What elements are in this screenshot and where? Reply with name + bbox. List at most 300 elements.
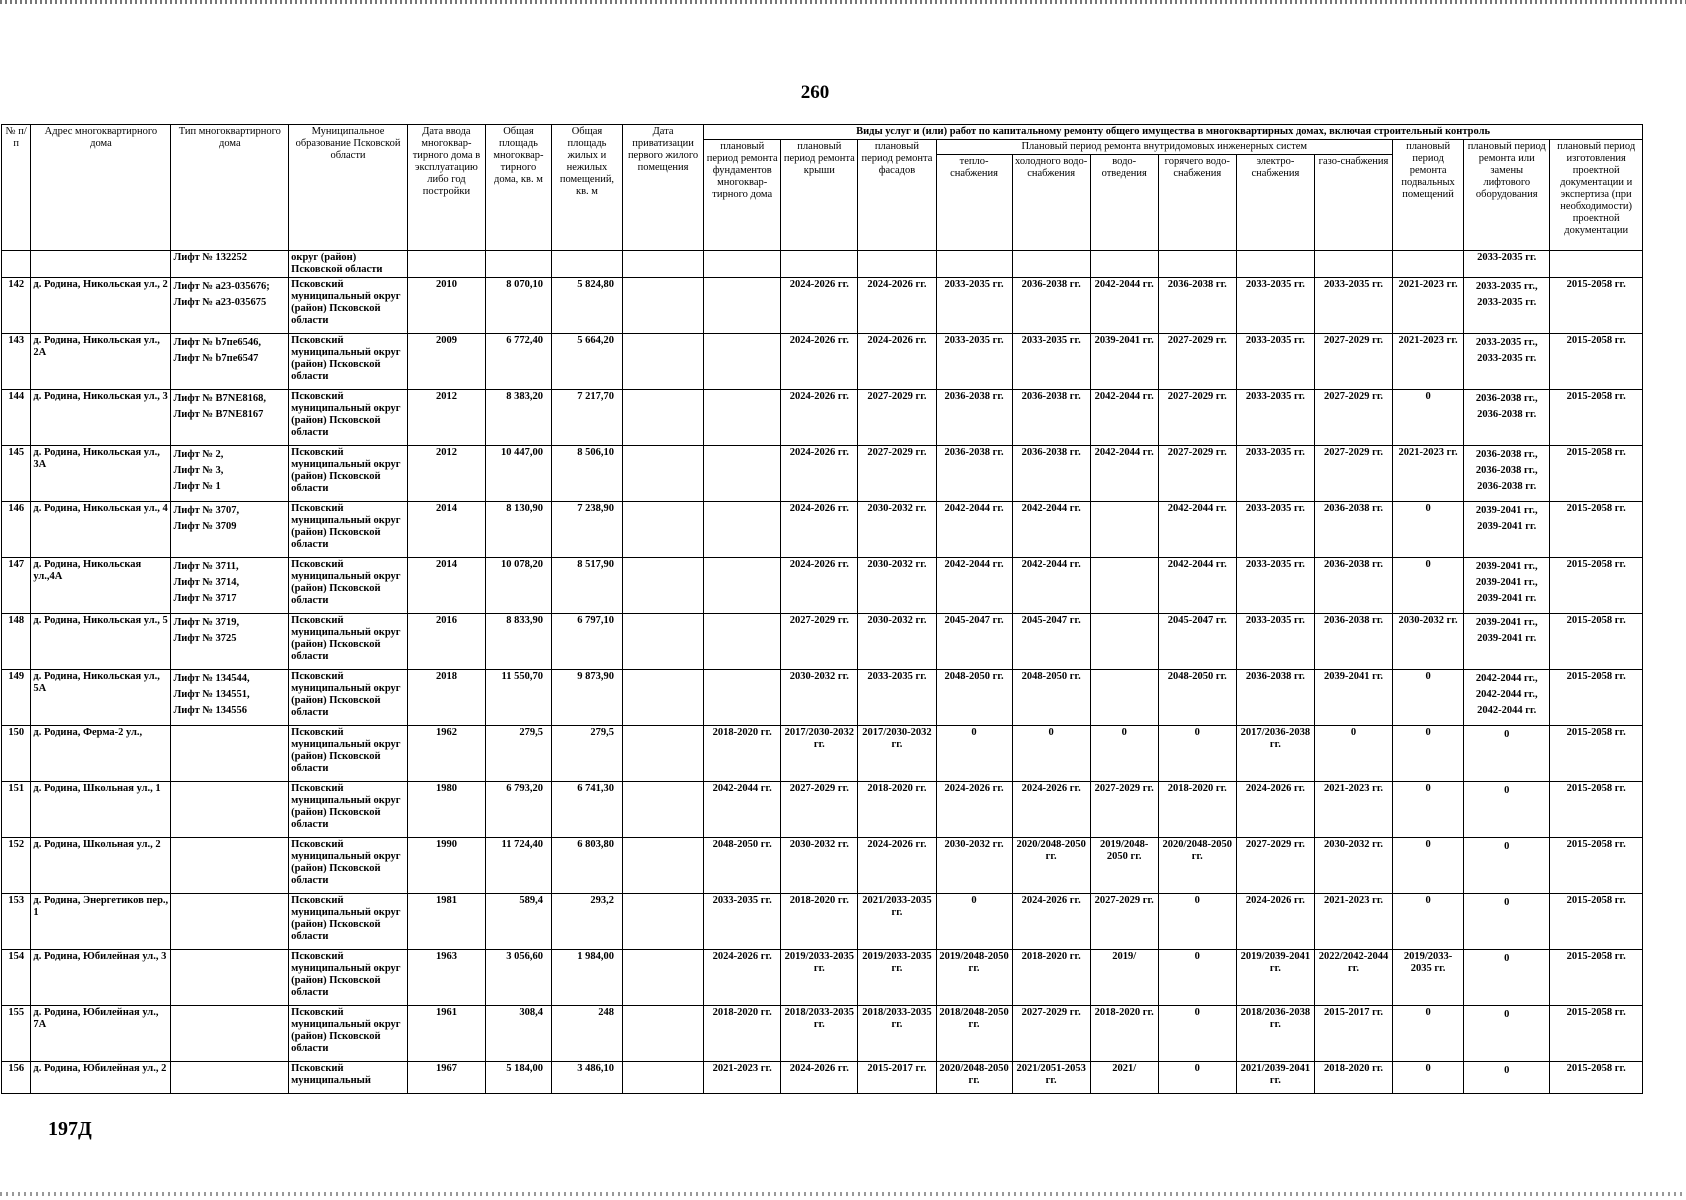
cell-line: Лифт № 3719,: [173, 617, 240, 628]
cell-sewer: 2019/: [1090, 950, 1158, 1006]
cell-roof: 2024-2026 гг.: [781, 334, 858, 390]
cell-roof: 2019/2033-2035 гг.: [781, 950, 858, 1006]
cell-privatization: [622, 558, 703, 614]
cell-num: 154: [2, 950, 31, 1006]
cont-municipality: округ (район) Псковской области: [289, 251, 408, 278]
cell-facade: 2030-2032 гг.: [858, 614, 936, 670]
cell-municipality: Псковский муниципальный округ (район) Псковской области: [289, 838, 408, 894]
cell-foundation: 2018-2020 гг.: [704, 726, 781, 782]
cell-sewer: 2018-2020 гг.: [1090, 1006, 1158, 1062]
cell-design-docs: 2015-2058 гг.: [1550, 1006, 1643, 1062]
cell-hot-water: 2018-2020 гг.: [1158, 782, 1236, 838]
cell-num: 155: [2, 1006, 31, 1062]
cell-basement: 0: [1393, 782, 1464, 838]
cell-line: 2039-2041 гг.,: [1475, 577, 1538, 588]
cell-line: Лифт № b7пе6547: [173, 353, 259, 364]
cell-gas: 2022/2042-2044 гг.: [1314, 950, 1392, 1006]
cell-type: [171, 278, 289, 334]
cell-gas: 2021-2023 гг.: [1314, 894, 1392, 950]
cell-total-area: 11 550,70: [486, 670, 552, 726]
cell-roof: 2030-2032 гг.: [781, 838, 858, 894]
cell-line: 2039-2041 гг.,: [1475, 505, 1538, 516]
cell-privatization: [622, 334, 703, 390]
cell-privatization: [622, 1062, 703, 1094]
table-row: [2, 278, 1643, 334]
cell-line: 2033-2035 гг.: [1477, 353, 1537, 364]
header-living-area: Общая площадь жилых и нежилых помещений, кв. м: [551, 125, 622, 251]
cell-address: д. Родина, Никольская ул., 4: [31, 502, 171, 558]
cell-cold-water: 2042-2044 гг.: [1012, 558, 1090, 614]
cell-hot-water: 2027-2029 гг.: [1158, 334, 1236, 390]
cell-gas: 2027-2029 гг.: [1314, 390, 1392, 446]
cell-privatization: [622, 782, 703, 838]
cell-foundation: [704, 278, 781, 334]
cell-foundation: 2033-2035 гг.: [704, 894, 781, 950]
header-heat: тепло-снабжения: [936, 155, 1012, 251]
cell-basement: 0: [1393, 502, 1464, 558]
cell-address: д. Родина, Юбилейная ул., 7А: [31, 1006, 171, 1062]
cell-facade: 2019/2033-2035 гг.: [858, 950, 936, 1006]
cell-basement: 0: [1393, 1006, 1464, 1062]
cell-living-area: 279,5: [551, 726, 622, 782]
cell-line: 2036-2038 гг.: [1477, 409, 1537, 420]
cell-address: д. Родина, Школьная ул., 2: [31, 838, 171, 894]
cell-total-area: 279,5: [486, 726, 552, 782]
cell-type: [171, 726, 289, 782]
cell-elevator: [1464, 614, 1550, 670]
cell-num: 144: [2, 390, 31, 446]
cell-num: 153: [2, 894, 31, 950]
cell-sewer: 2042-2044 гг.: [1090, 278, 1158, 334]
cell-design-docs: 2015-2058 гг.: [1550, 670, 1643, 726]
cell-heat: 2024-2026 гг.: [936, 782, 1012, 838]
cell-electric: 2017/2036-2038 гг.: [1236, 726, 1314, 782]
cell-foundation: [704, 558, 781, 614]
scan-edge-top: [0, 0, 1686, 4]
cell-num: 143: [2, 334, 31, 390]
cell-line: Лифт № b7пе6546,: [173, 337, 261, 348]
cell-year: 1967: [407, 1062, 485, 1094]
cell-living-area: 248: [551, 1006, 622, 1062]
cell-roof: 2018/2033-2035 гг.: [781, 1006, 858, 1062]
cell-line: 0: [1504, 1065, 1510, 1076]
cell-living-area: 5 664,20: [551, 334, 622, 390]
cell-total-area: 8 383,20: [486, 390, 552, 446]
cell-cold-water: 2036-2038 гг.: [1012, 446, 1090, 502]
cell-line: 2042-2044 гг.,: [1475, 673, 1538, 684]
table-row: [2, 1006, 1643, 1062]
header-cold-water: холодного водо-снабжения: [1012, 155, 1090, 251]
cell-electric: 2033-2035 гг.: [1236, 502, 1314, 558]
cell-hot-water: 2027-2029 гг.: [1158, 446, 1236, 502]
table-row: [2, 670, 1643, 726]
cell-hot-water: 2042-2044 гг.: [1158, 558, 1236, 614]
table-row: [2, 558, 1643, 614]
cell-line: 2039-2041 гг.: [1477, 633, 1537, 644]
cell-electric: 2021/2039-2041 гг.: [1236, 1062, 1314, 1094]
cell-num: 152: [2, 838, 31, 894]
cell-line: 0: [1504, 729, 1510, 740]
cell-year: 2018: [407, 670, 485, 726]
cell-heat: 0: [936, 726, 1012, 782]
table-row: [2, 838, 1643, 894]
cell-line: Лифт № 3,: [173, 465, 224, 476]
cell-hot-water: 0: [1158, 894, 1236, 950]
cell-foundation: [704, 670, 781, 726]
cell-heat: 2033-2035 гг.: [936, 278, 1012, 334]
cell-year: 2016: [407, 614, 485, 670]
cell-year: 1981: [407, 894, 485, 950]
header-design-docs: плановый период изготовления проектной документации и экспертиза (при необходимости) проектной документации: [1550, 140, 1643, 251]
cell-line: Лифт № 3725: [173, 633, 237, 644]
cell-privatization: [622, 502, 703, 558]
cell-line: 0: [1504, 1009, 1510, 1020]
cell-line: 2036-2038 гг.,: [1475, 465, 1538, 476]
cell-cold-water: 2048-2050 гг.: [1012, 670, 1090, 726]
cell-sewer: 2042-2044 гг.: [1090, 390, 1158, 446]
cell-basement: 0: [1393, 726, 1464, 782]
cell-line: 2039-2041 гг.: [1477, 521, 1537, 532]
cell-municipality: Псковский муниципальный округ (район) Псковской области: [289, 782, 408, 838]
cell-total-area: 8 833,90: [486, 614, 552, 670]
cell-gas: 2036-2038 гг.: [1314, 614, 1392, 670]
cell-cold-water: 2027-2029 гг.: [1012, 1006, 1090, 1062]
cell-gas: 2015-2017 гг.: [1314, 1006, 1392, 1062]
cell-heat: 2018/2048-2050 гг.: [936, 1006, 1012, 1062]
cell-total-area: 10 447,00: [486, 446, 552, 502]
cell-electric: 2019/2039-2041 гг.: [1236, 950, 1314, 1006]
cell-privatization: [622, 278, 703, 334]
cell-privatization: [622, 614, 703, 670]
table-row: [2, 894, 1643, 950]
cell-elevator: [1464, 1006, 1550, 1062]
header-gas: газо-снабжения: [1314, 155, 1392, 251]
scan-edge-bottom: [0, 1192, 1686, 1196]
cell-facade: 2021/2033-2035 гг.: [858, 894, 936, 950]
cell-year: 1961: [407, 1006, 485, 1062]
cont-elevator: 2033-2035 гг.: [1464, 251, 1550, 278]
cell-basement: 2019/2033-2035 гг.: [1393, 950, 1464, 1006]
cell-municipality: Псковский муниципальный округ (район) Псковской области: [289, 614, 408, 670]
cell-hot-water: 0: [1158, 1006, 1236, 1062]
cell-electric: 2024-2026 гг.: [1236, 782, 1314, 838]
cell-elevator: [1464, 390, 1550, 446]
cell-electric: 2024-2026 гг.: [1236, 894, 1314, 950]
cell-basement: 0: [1393, 1062, 1464, 1094]
cell-design-docs: 2015-2058 гг.: [1550, 502, 1643, 558]
cell-line: Лифт № 3707,: [173, 505, 240, 516]
cell-sewer: 2042-2044 гг.: [1090, 446, 1158, 502]
cell-num: 150: [2, 726, 31, 782]
cell-roof: 2027-2029 гг.: [781, 782, 858, 838]
table-row: [2, 950, 1643, 1006]
header-foundation: плановый период ремонта фундаментов многоквар-тирного дома: [704, 140, 781, 251]
cell-address: д. Родина, Ферма-2 ул.,: [31, 726, 171, 782]
table-row: [2, 782, 1643, 838]
cell-basement: 2021-2023 гг.: [1393, 278, 1464, 334]
cell-cold-water: 2036-2038 гг.: [1012, 390, 1090, 446]
cell-sewer: [1090, 502, 1158, 558]
cell-gas: 2027-2029 гг.: [1314, 334, 1392, 390]
cell-elevator: [1464, 838, 1550, 894]
cell-living-area: 5 824,80: [551, 278, 622, 334]
cell-electric: 2027-2029 гг.: [1236, 838, 1314, 894]
cell-design-docs: 2015-2058 гг.: [1550, 726, 1643, 782]
cell-cold-water: 2042-2044 гг.: [1012, 502, 1090, 558]
cell-line: 2036-2038 гг.,: [1475, 449, 1538, 460]
cell-basement: 0: [1393, 390, 1464, 446]
cell-elevator: [1464, 670, 1550, 726]
header-municipality: Муниципальное образование Псковской области: [289, 125, 408, 251]
cell-sewer: [1090, 670, 1158, 726]
cell-line: Лифт № 3709: [173, 521, 237, 532]
page-number: 260: [800, 82, 830, 103]
header-num: № п/п: [2, 125, 31, 251]
cell-municipality: Псковский муниципальный округ (район) Псковской области: [289, 558, 408, 614]
cell-type: [171, 390, 289, 446]
cell-total-area: 8 130,90: [486, 502, 552, 558]
cell-line: Лифт № 134556: [173, 705, 248, 716]
cell-living-area: 7 238,90: [551, 502, 622, 558]
cell-address: д. Родина, Никольская ул., 2А: [31, 334, 171, 390]
cell-elevator: [1464, 558, 1550, 614]
header-systems-group: Плановый период ремонта внутридомовых инженерных систем: [936, 140, 1393, 155]
cell-elevator: [1464, 894, 1550, 950]
cell-basement: 0: [1393, 894, 1464, 950]
cell-total-area: 589,4: [486, 894, 552, 950]
cell-heat: 2042-2044 гг.: [936, 502, 1012, 558]
cell-line: 2033-2035 гг.: [1477, 297, 1537, 308]
continuation-row: [2, 251, 1643, 278]
cell-hot-water: 2045-2047 гг.: [1158, 614, 1236, 670]
cell-line: Лифт № 3717: [173, 593, 237, 604]
cell-foundation: [704, 502, 781, 558]
cell-foundation: [704, 334, 781, 390]
cell-heat: 2020/2048-2050 гг.: [936, 1062, 1012, 1094]
cell-year: 2009: [407, 334, 485, 390]
header-address: Адрес многоквартирного дома: [31, 125, 171, 251]
cell-design-docs: 2015-2058 гг.: [1550, 614, 1643, 670]
cell-roof: 2024-2026 гг.: [781, 390, 858, 446]
cell-electric: 2033-2035 гг.: [1236, 558, 1314, 614]
cell-year: 1980: [407, 782, 485, 838]
table-header: [2, 125, 1643, 251]
header-elevator: плановый период ремонта или замены лифтового оборудования: [1464, 140, 1550, 251]
header-total-area: Общая площадь многоквар-тирного дома, кв. м: [486, 125, 552, 251]
cell-address: д. Родина, Никольская ул., 5А: [31, 670, 171, 726]
cell-facade: 2027-2029 гг.: [858, 446, 936, 502]
cell-hot-water: 0: [1158, 1062, 1236, 1094]
cell-cold-water: 2045-2047 гг.: [1012, 614, 1090, 670]
cell-sewer: 2027-2029 гг.: [1090, 894, 1158, 950]
cell-facade: 2024-2026 гг.: [858, 838, 936, 894]
cell-line: Лифт № 2,: [173, 449, 224, 460]
cell-municipality: Псковский муниципальный округ (район) Псковской области: [289, 670, 408, 726]
cell-design-docs: 2015-2058 гг.: [1550, 782, 1643, 838]
cell-foundation: [704, 614, 781, 670]
cell-year: 2012: [407, 390, 485, 446]
cell-line: Лифт № B7NE8167: [173, 409, 264, 420]
cell-type: [171, 894, 289, 950]
cell-cold-water: 2036-2038 гг.: [1012, 278, 1090, 334]
cell-municipality: Псковский муниципальный округ (район) Псковской области: [289, 1006, 408, 1062]
cell-heat: 2033-2035 гг.: [936, 334, 1012, 390]
cell-basement: 0: [1393, 838, 1464, 894]
cell-line: 0: [1504, 841, 1510, 852]
cell-type: [171, 1006, 289, 1062]
cell-foundation: 2042-2044 гг.: [704, 782, 781, 838]
cell-facade: 2027-2029 гг.: [858, 390, 936, 446]
cell-heat: 2019/2048-2050 гг.: [936, 950, 1012, 1006]
cell-hot-water: 2036-2038 гг.: [1158, 278, 1236, 334]
cell-municipality: Псковский муниципальный округ (район) Псковской области: [289, 894, 408, 950]
repair-schedule-table: [1, 124, 1643, 1094]
cell-sewer: [1090, 558, 1158, 614]
cell-living-area: 3 486,10: [551, 1062, 622, 1094]
cell-type: [171, 558, 289, 614]
cell-foundation: 2021-2023 гг.: [704, 1062, 781, 1094]
cell-roof: 2027-2029 гг.: [781, 614, 858, 670]
cell-electric: 2018/2036-2038 гг.: [1236, 1006, 1314, 1062]
cell-municipality: Псковский муниципальный округ (район) Псковской области: [289, 446, 408, 502]
header-facade: плановый период ремонта фасадов: [858, 140, 936, 251]
cell-electric: 2033-2035 гг.: [1236, 390, 1314, 446]
cell-design-docs: 2015-2058 гг.: [1550, 950, 1643, 1006]
cell-foundation: 2048-2050 гг.: [704, 838, 781, 894]
cell-facade: 2033-2035 гг.: [858, 670, 936, 726]
cell-privatization: [622, 670, 703, 726]
cell-electric: 2033-2035 гг.: [1236, 278, 1314, 334]
cell-line: 2033-2035 гг.,: [1475, 337, 1538, 348]
cell-municipality: Псковский муниципальный: [289, 1062, 408, 1094]
cell-num: 147: [2, 558, 31, 614]
cell-hot-water: 2027-2029 гг.: [1158, 390, 1236, 446]
cell-cold-water: 0: [1012, 726, 1090, 782]
cell-cold-water: 2018-2020 гг.: [1012, 950, 1090, 1006]
cell-line: Лифт № а23-035675: [173, 297, 267, 308]
cell-line: 0: [1504, 785, 1510, 796]
cell-electric: 2033-2035 гг.: [1236, 614, 1314, 670]
cell-address: д. Родина, Юбилейная ул., 2: [31, 1062, 171, 1094]
cell-living-area: 8 506,10: [551, 446, 622, 502]
cell-heat: 2030-2032 гг.: [936, 838, 1012, 894]
cell-design-docs: 2015-2058 гг.: [1550, 334, 1643, 390]
cell-heat: 2045-2047 гг.: [936, 614, 1012, 670]
cell-line: 2033-2035 гг.,: [1475, 281, 1538, 292]
header-sewer: водо-отведения: [1090, 155, 1158, 251]
table-row: [2, 614, 1643, 670]
cell-elevator: [1464, 334, 1550, 390]
cell-address: д. Родина, Никольская ул., 2: [31, 278, 171, 334]
cell-address: д. Родина, Никольская ул., 3А: [31, 446, 171, 502]
cell-design-docs: 2015-2058 гг.: [1550, 558, 1643, 614]
header-services-group: Виды услуг и (или) работ по капитальному ремонту общего имущества в многоквартирных домах, включая строительный контроль: [704, 125, 1643, 140]
cell-elevator: [1464, 782, 1550, 838]
cell-line: Лифт № 1: [173, 481, 221, 492]
table-body: [2, 251, 1643, 1094]
cell-num: 142: [2, 278, 31, 334]
cell-gas: 0: [1314, 726, 1392, 782]
cell-facade: 2024-2026 гг.: [858, 278, 936, 334]
header-electric: электро-снабжения: [1236, 155, 1314, 251]
cell-privatization: [622, 1006, 703, 1062]
cell-num: 151: [2, 782, 31, 838]
cell-facade: 2018-2020 гг.: [858, 782, 936, 838]
cell-line: Лифт № 3711,: [173, 561, 239, 572]
cell-type: [171, 950, 289, 1006]
cell-hot-water: 0: [1158, 726, 1236, 782]
cell-privatization: [622, 390, 703, 446]
cell-year: 2010: [407, 278, 485, 334]
cell-municipality: Псковский муниципальный округ (район) Псковской области: [289, 950, 408, 1006]
cell-design-docs: 2015-2058 гг.: [1550, 1062, 1643, 1094]
cell-type: [171, 334, 289, 390]
cell-living-area: 293,2: [551, 894, 622, 950]
header-roof: плановый период ремонта крыши: [781, 140, 858, 251]
cell-facade: 2024-2026 гг.: [858, 334, 936, 390]
cell-num: 148: [2, 614, 31, 670]
cell-total-area: 10 078,20: [486, 558, 552, 614]
cell-line: 0: [1504, 897, 1510, 908]
cell-facade: 2015-2017 гг.: [858, 1062, 936, 1094]
cell-living-area: 6 797,10: [551, 614, 622, 670]
header-basement: плановый период ремонта подвальных помещений: [1393, 140, 1464, 251]
cell-heat: 2036-2038 гг.: [936, 390, 1012, 446]
cell-year: 2014: [407, 502, 485, 558]
cell-privatization: [622, 838, 703, 894]
cell-living-area: 7 217,70: [551, 390, 622, 446]
cell-line: Лифт № 134551,: [173, 689, 250, 700]
cell-living-area: 6 741,30: [551, 782, 622, 838]
cell-num: 156: [2, 1062, 31, 1094]
table-row: [2, 334, 1643, 390]
cell-line: Лифт № B7NE8168,: [173, 393, 267, 404]
cell-gas: 2033-2035 гг.: [1314, 278, 1392, 334]
cell-line: 2042-2044 гг.,: [1475, 689, 1538, 700]
cell-type: [171, 1062, 289, 1094]
cell-living-area: 8 517,90: [551, 558, 622, 614]
cell-foundation: 2018-2020 гг.: [704, 1006, 781, 1062]
cell-privatization: [622, 894, 703, 950]
cell-heat: 2042-2044 гг.: [936, 558, 1012, 614]
cell-basement: 0: [1393, 670, 1464, 726]
cell-total-area: 6 772,40: [486, 334, 552, 390]
cell-roof: 2017/2030-2032 гг.: [781, 726, 858, 782]
cell-line: Лифт № 134544,: [173, 673, 250, 684]
cell-sewer: [1090, 614, 1158, 670]
cell-design-docs: 2015-2058 гг.: [1550, 278, 1643, 334]
cell-gas: 2030-2032 гг.: [1314, 838, 1392, 894]
cell-roof: 2024-2026 гг.: [781, 1062, 858, 1094]
cell-cold-water: 2024-2026 гг.: [1012, 782, 1090, 838]
cell-year: 1963: [407, 950, 485, 1006]
cell-line: 2036-2038 гг.,: [1475, 393, 1538, 404]
cell-heat: 2036-2038 гг.: [936, 446, 1012, 502]
cell-roof: 2030-2032 гг.: [781, 670, 858, 726]
cell-total-area: 3 056,60: [486, 950, 552, 1006]
cell-sewer: 2027-2029 гг.: [1090, 782, 1158, 838]
cell-municipality: Псковский муниципальный округ (район) Псковской области: [289, 390, 408, 446]
cell-elevator: [1464, 446, 1550, 502]
cell-facade: 2030-2032 гг.: [858, 558, 936, 614]
cell-living-area: 1 984,00: [551, 950, 622, 1006]
cell-gas: 2018-2020 гг.: [1314, 1062, 1392, 1094]
cell-design-docs: 2015-2058 гг.: [1550, 390, 1643, 446]
cell-basement: 2030-2032 гг.: [1393, 614, 1464, 670]
cell-hot-water: 0: [1158, 950, 1236, 1006]
cell-privatization: [622, 726, 703, 782]
cell-address: д. Родина, Никольская ул., 5: [31, 614, 171, 670]
